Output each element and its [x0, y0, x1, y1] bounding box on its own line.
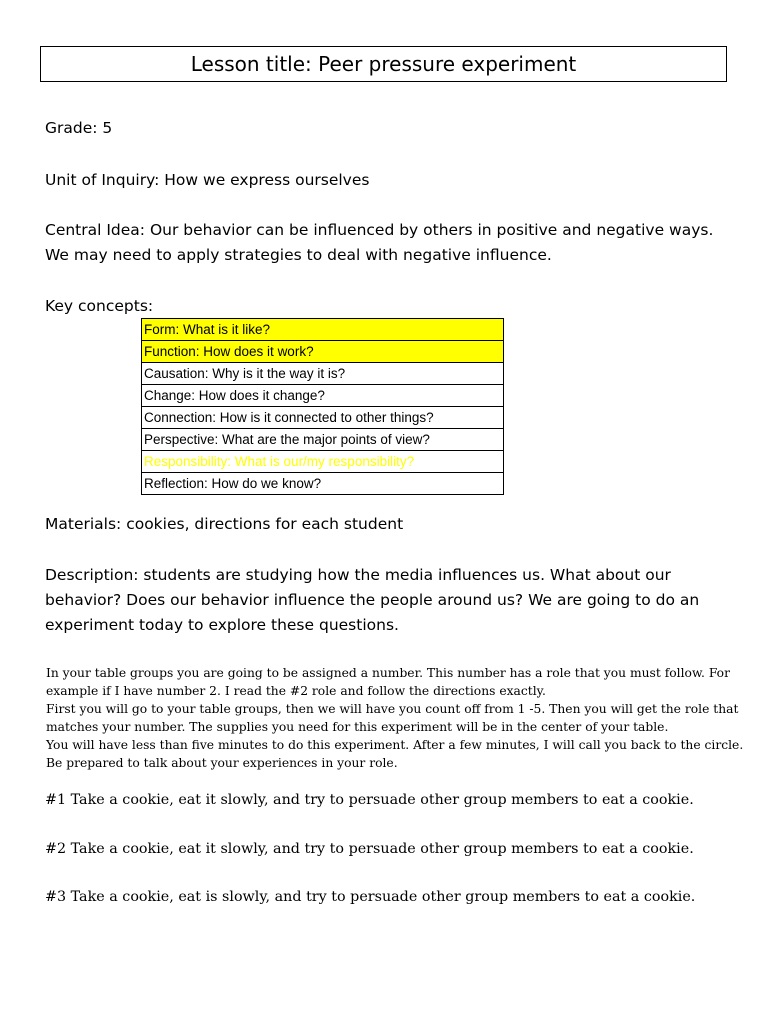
key-concept-cell: Responsibility: What is our/my responsibility?	[142, 451, 504, 473]
key-concept-cell: Causation: Why is it the way it is?	[142, 363, 504, 385]
key-concept-row	[142, 429, 504, 451]
unit-of-inquiry-line: Unit of Inquiry: How we express ourselves	[45, 171, 370, 189]
key-concept-row	[142, 363, 504, 385]
instructions-paragraph: First you will go to your table groups, then we will have you count off from 1 -5. Then you will get the role that matches your number. The supplies you need for this experiment will be in the center of your table.	[46, 702, 739, 734]
central-idea-paragraph: Central Idea: Our behavior can be influenced by others in positive and negative ways. We may need to apply strategies to deal with negative influence.	[45, 221, 714, 264]
key-concept-cell: Reflection: How do we know?	[142, 473, 504, 495]
key-concept-cell: Perspective: What are the major points of view?	[142, 429, 504, 451]
key-concept-row	[142, 319, 504, 341]
key-concept-row	[142, 407, 504, 429]
key-concept-row	[142, 341, 504, 363]
grade-line: Grade: 5	[45, 119, 113, 137]
key-concepts-heading: Key concepts:	[45, 297, 154, 315]
instructions-paragraph: In your table groups you are going to be assigned a number. This number has a role that you must follow. For example if I have number 2. I read the #2 role and follow the directions exactly.	[46, 666, 730, 698]
key-concept-row	[142, 451, 504, 473]
role-2: #2 Take a cookie, eat it slowly, and try to persuade other group members to eat a cookie.	[45, 841, 694, 857]
lesson-title-box	[40, 46, 727, 82]
role-1: #1 Take a cookie, eat it slowly, and try to persuade other group members to eat a cookie.	[45, 792, 694, 808]
key-concept-cell: Form: What is it like?	[142, 319, 504, 341]
key-concept-cell: Connection: How is it connected to other things?	[142, 407, 504, 429]
key-concept-row	[142, 473, 504, 495]
key-concepts-table	[141, 318, 504, 495]
key-concept-cell: Change: How does it change?	[142, 385, 504, 407]
materials-line: Materials: cookies, directions for each student	[45, 515, 404, 533]
role-3: #3 Take a cookie, eat is slowly, and try to persuade other group members to eat a cookie.	[45, 889, 696, 905]
lesson-title: Lesson title: Peer pressure experiment	[190, 52, 577, 76]
key-concept-row	[142, 385, 504, 407]
description-paragraph: Description: students are studying how the media influences us. What about our behavior? Does our behavior influence the people around us? We are going to do an experiment today to explore these questions.	[45, 566, 700, 634]
instructions-block	[46, 664, 746, 772]
instructions-paragraph: You will have less than five minutes to do this experiment. After a few minutes, I will call you back to the circle. Be prepared to talk about your experiences in your role.	[46, 738, 744, 770]
key-concept-cell: Function: How does it work?	[142, 341, 504, 363]
